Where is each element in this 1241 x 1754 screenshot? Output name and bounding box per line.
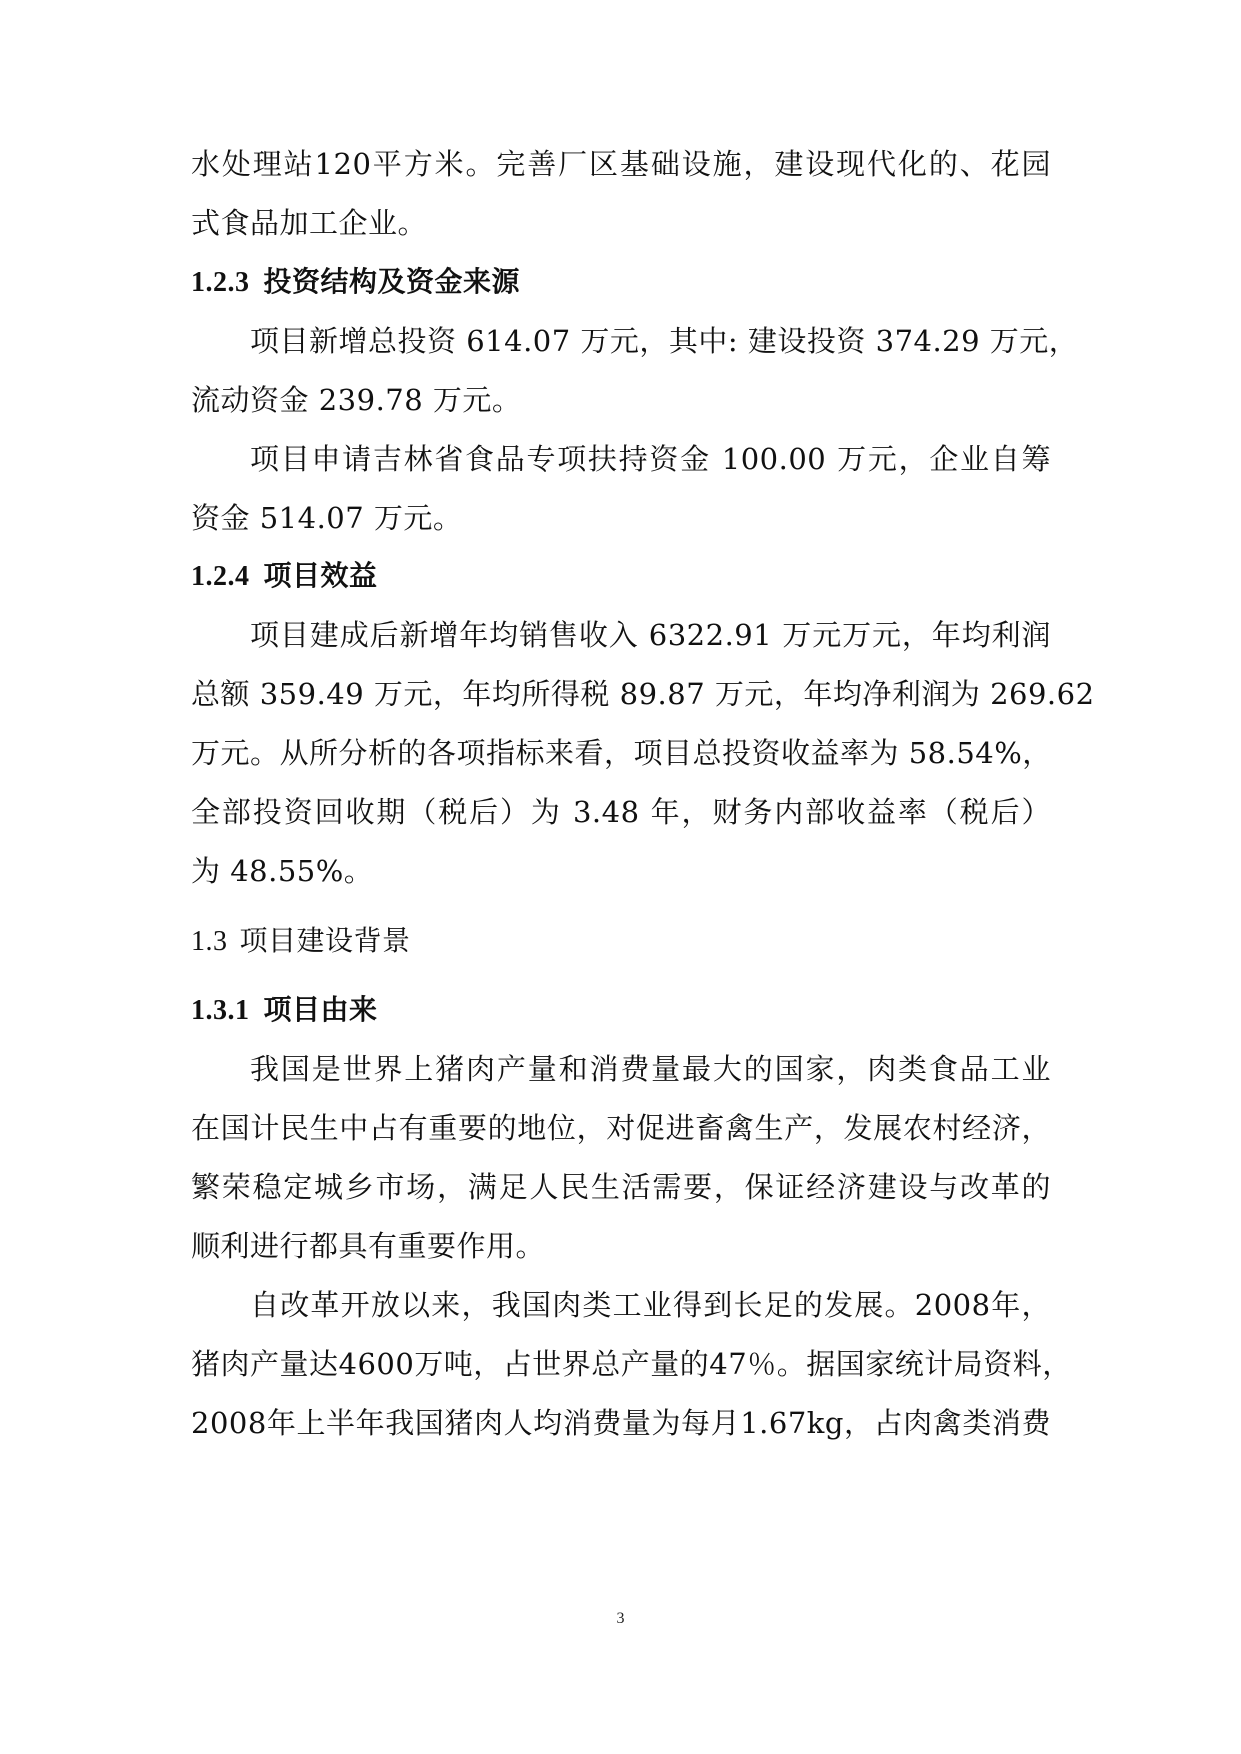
heading-number: 1.2.3 bbox=[191, 267, 250, 298]
section-heading-1-2-3 bbox=[191, 262, 1051, 302]
paragraph-line: 全部投资回收期（税后）为 3.48 年，财务内部收益率（税后） bbox=[191, 795, 1051, 829]
heading-number: 1.3 bbox=[191, 926, 228, 957]
section-heading-1-3 bbox=[191, 921, 1051, 961]
paragraph-line: 项目申请吉林省食品专项扶持资金 100.00 万元，企业自筹 bbox=[250, 442, 1051, 476]
paragraph-line: 流动资金 239.78 万元。 bbox=[191, 383, 522, 417]
heading-title: 项目由来 bbox=[263, 993, 378, 1026]
heading-number: 1.3.1 bbox=[191, 995, 250, 1026]
paragraph-line: 为 48.55%。 bbox=[191, 854, 374, 888]
page-number: 3 bbox=[616, 1610, 625, 1627]
heading-title: 投资结构及资金来源 bbox=[263, 265, 521, 298]
paragraph-line: 万元。从所分析的各项指标来看，项目总投资收益率为 58.54%， bbox=[191, 736, 1052, 770]
heading-title: 项目建设背景 bbox=[239, 924, 411, 957]
section-heading-1-2-4 bbox=[191, 556, 1051, 596]
paragraph-line: 自改革开放以来，我国肉类工业得到长足的发展。2008年， bbox=[250, 1288, 1051, 1322]
paragraph-line: 水处理站120平方米。完善厂区基础设施，建设现代化的、花园 bbox=[191, 147, 1051, 181]
paragraph-line: 式食品加工企业。 bbox=[191, 206, 428, 240]
paragraph-line: 总额 359.49 万元，年均所得税 89.87 万元，年均净利润为 269.62 bbox=[191, 677, 1095, 711]
paragraph-line: 2008年上半年我国猪肉人均消费量为每月1.67kg，占肉禽类消费 bbox=[191, 1406, 1051, 1440]
paragraph-line: 在国计民生中占有重要的地位，对促进畜禽生产，发展农村经济， bbox=[191, 1111, 1051, 1145]
paragraph-line: 我国是世界上猪肉产量和消费量最大的国家，肉类食品工业 bbox=[250, 1052, 1051, 1086]
paragraph-line: 资金 514.07 万元。 bbox=[191, 501, 463, 535]
heading-title: 项目效益 bbox=[263, 559, 378, 592]
paragraph-line: 项目新增总投资 614.07 万元，其中: 建设投资 374.29 万元， bbox=[250, 324, 1079, 358]
paragraph-line: 繁荣稳定城乡市场，满足人民生活需要，保证经济建设与改革的 bbox=[191, 1170, 1051, 1204]
paragraph-line: 顺利进行都具有重要作用。 bbox=[191, 1229, 546, 1263]
paragraph-line: 猪肉产量达4600万吨，占世界总产量的47％。据国家统计局资料， bbox=[191, 1347, 1072, 1381]
paragraph-line: 项目建成后新增年均销售收入 6322.91 万元万元，年均利润 bbox=[250, 618, 1051, 652]
section-heading-1-3-1 bbox=[191, 990, 1051, 1030]
heading-number: 1.2.4 bbox=[191, 561, 250, 592]
